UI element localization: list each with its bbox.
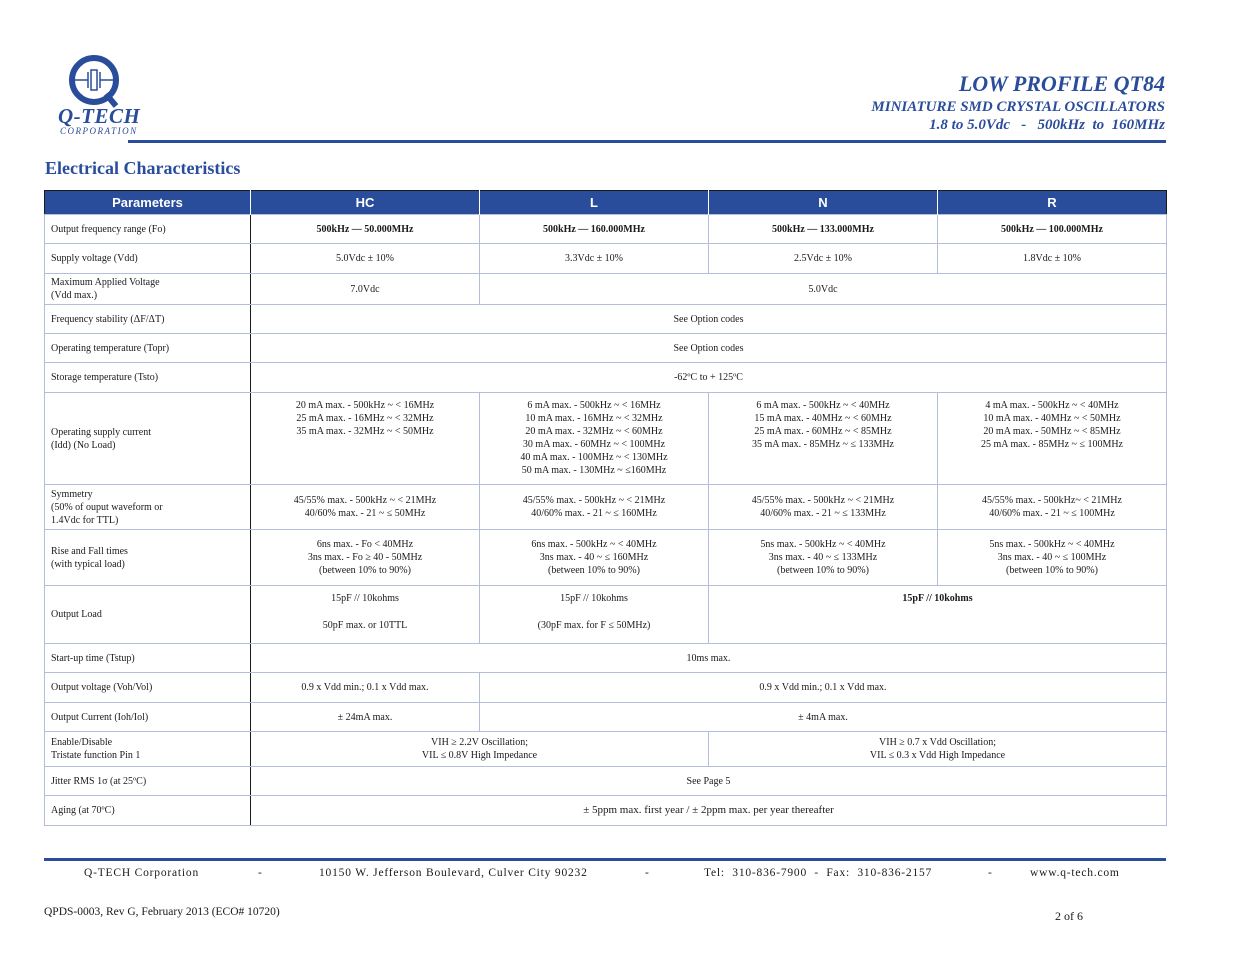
load-main: 15pF // 10kohms xyxy=(331,593,399,604)
footer-separator: - xyxy=(258,867,263,879)
table-cell: ± 24mA max. xyxy=(251,703,480,732)
table-cell: ± 5ppm max. first year / ± 2ppm max. per year thereafter xyxy=(251,796,1167,826)
table-cell: 45/55% max. - 500kHz~ < 21MHz 40/60% max. - 21 ~ ≤ 100MHz xyxy=(938,485,1167,530)
logo-wordmark: Q-TECH xyxy=(58,104,141,128)
table-cell: 15pF // 10kohms xyxy=(709,586,1167,644)
table-cell: 45/55% max. - 500kHz ~ < 21MHz 40/60% max. - 21 ~ ≤ 160MHz xyxy=(480,485,709,530)
table-cell: -62ºC to + 125ºC xyxy=(251,363,1167,393)
table-row xyxy=(45,274,1167,305)
table-cell: 10ms max. xyxy=(251,644,1167,673)
table-cell: 500kHz — 160.000MHz xyxy=(480,215,709,244)
table-row xyxy=(45,732,1167,767)
table-cell: VIH ≥ 2.2V Oscillation; VIL ≤ 0.8V High Impedance xyxy=(251,732,709,767)
row-label: Frequency stability (ΔF/ΔT) xyxy=(45,305,251,334)
table-row xyxy=(45,586,1167,644)
logo-subtitle: CORPORATION xyxy=(60,126,138,136)
table-row xyxy=(45,334,1167,363)
table-cell: 5.0Vdc ± 10% xyxy=(251,244,480,274)
column-header: Parameters xyxy=(45,191,251,215)
load-main: 15pF // 10kohms xyxy=(560,593,628,604)
load-note: (30pF max. for F ≤ 50MHz) xyxy=(537,620,651,631)
footer-address: 10150 W. Jefferson Boulevard, Culver City 90232 xyxy=(319,867,588,879)
footer-website-link[interactable]: www.q-tech.com xyxy=(1030,867,1120,879)
table-cell: 5ns max. - 500kHz ~ < 40MHz 3ns max. - 40 ~ ≤ 133MHz (between 10% to 90%) xyxy=(709,530,938,586)
table-row xyxy=(45,530,1167,586)
table-row xyxy=(45,244,1167,274)
table-row xyxy=(45,644,1167,673)
table-cell: 500kHz — 100.000MHz xyxy=(938,215,1167,244)
table-cell: 6 mA max. - 500kHz ~ < 16MHz 10 mA max. - 16MHz ~ < 32MHz 20 mA max. - 32MHz ~ < 60MHz 30 mA max. - 60MHz ~ < 100MHz 40 mA max. - 100MHz ~ < 130MHz 50 mA max. - 130MHz ~ ≤160MHz xyxy=(480,393,709,485)
table-cell: See Option codes xyxy=(251,334,1167,363)
table-cell: 5ns max. - 500kHz ~ < 40MHz 3ns max. - 40 ~ ≤ 100MHz (between 10% to 90%) xyxy=(938,530,1167,586)
column-header: HC xyxy=(251,191,480,215)
row-label: Start-up time (Tstup) xyxy=(45,644,251,673)
row-label: Output voltage (Voh/Vol) xyxy=(45,673,251,703)
row-label: Enable/Disable Tristate function Pin 1 xyxy=(45,732,251,767)
table-row xyxy=(45,796,1167,826)
table-cell: ± 4mA max. xyxy=(480,703,1167,732)
table-cell: See Page 5 xyxy=(251,767,1167,796)
row-label: Operating temperature (Topr) xyxy=(45,334,251,363)
table-cell: 2.5Vdc ± 10% xyxy=(709,244,938,274)
table-cell: 6 mA max. - 500kHz ~ < 40MHz 15 mA max. - 40MHz ~ < 60MHz 25 mA max. - 60MHz ~ < 85MHz 35 mA max. - 85MHz ~ ≤ 133MHz xyxy=(709,393,938,485)
table-cell: 5.0Vdc xyxy=(480,274,1167,305)
table-cell: 45/55% max. - 500kHz ~ < 21MHz 40/60% max. - 21 ~ ≤ 50MHz xyxy=(251,485,480,530)
table-row xyxy=(45,767,1167,796)
table-cell xyxy=(480,586,709,644)
table-cell: 4 mA max. - 500kHz ~ < 40MHz 10 mA max. - 40MHz ~ < 50MHz 20 mA max. - 50MHz ~ < 85MHz 25 mA max. - 85MHz ~ ≤ 100MHz xyxy=(938,393,1167,485)
row-label: Maximum Applied Voltage (Vdd max.) xyxy=(45,274,251,305)
page-number: 2 of 6 xyxy=(1055,909,1083,923)
page-title: LOW PROFILE QT84 xyxy=(958,71,1165,96)
table-cell: 6ns max. - 500kHz ~ < 40MHz 3ns max. - 40 ~ ≤ 160MHz (between 10% to 90%) xyxy=(480,530,709,586)
footer-separator: - xyxy=(988,867,993,879)
table-row xyxy=(45,673,1167,703)
voltage-frequency-range: 1.8 to 5.0Vdc - 500kHz to 160MHz xyxy=(929,117,1165,133)
table-row xyxy=(45,485,1167,530)
table-row xyxy=(45,215,1167,244)
table-cell xyxy=(251,586,480,644)
table-cell: 0.9 x Vdd min.; 0.1 x Vdd max. xyxy=(251,673,480,703)
table-row xyxy=(45,393,1167,485)
table-cell: 7.0Vdc xyxy=(251,274,480,305)
column-header: L xyxy=(480,191,709,215)
table-row xyxy=(45,363,1167,393)
row-label: Operating supply current (Idd) (No Load) xyxy=(45,393,251,485)
column-header: N xyxy=(709,191,938,215)
footer-phone-fax: Tel: 310-836-7900 - Fax: 310-836-2157 xyxy=(704,867,933,879)
table-header-row xyxy=(45,191,1167,215)
row-label: Aging (at 70ºC) xyxy=(45,796,251,826)
electrical-characteristics-table xyxy=(44,190,1167,826)
row-label: Symmetry (50% of ouput waveform or 1.4Vdc for TTL) xyxy=(45,485,251,530)
row-label: Rise and Fall times (with typical load) xyxy=(45,530,251,586)
table-cell: 0.9 x Vdd min.; 0.1 x Vdd max. xyxy=(480,673,1167,703)
table-cell: 500kHz — 50.000MHz xyxy=(251,215,480,244)
table-cell: VIH ≥ 0.7 x Vdd Oscillation; VIL ≤ 0.3 x Vdd High Impedance xyxy=(709,732,1167,767)
table-cell: 20 mA max. - 500kHz ~ < 16MHz 25 mA max. - 16MHz ~ < 32MHz 35 mA max. - 32MHz ~ < 50MHz xyxy=(251,393,480,485)
row-label: Storage temperature (Tsto) xyxy=(45,363,251,393)
table-cell: 3.3Vdc ± 10% xyxy=(480,244,709,274)
header-title-block xyxy=(871,70,1165,134)
column-header: R xyxy=(938,191,1167,215)
footer-divider xyxy=(44,858,1166,861)
page-subtitle: MINIATURE SMD CRYSTAL OSCILLATORS xyxy=(871,99,1165,115)
table-cell: 6ns max. - Fo < 40MHz 3ns max. - Fo ≥ 40 - 50MHz (between 10% to 90%) xyxy=(251,530,480,586)
header-divider xyxy=(128,140,1166,143)
table-row xyxy=(45,305,1167,334)
document-id: QPDS-0003, Rev G, February 2013 (ECO# 10720) xyxy=(44,906,280,918)
load-note: 50pF max. or 10TTL xyxy=(322,620,408,631)
table-row xyxy=(45,703,1167,732)
section-title: Electrical Characteristics xyxy=(45,158,241,178)
row-label: Output frequency range (Fo) xyxy=(45,215,251,244)
table-cell: 1.8Vdc ± 10% xyxy=(938,244,1167,274)
row-label: Output Current (Ioh/Iol) xyxy=(45,703,251,732)
table-cell: See Option codes xyxy=(251,305,1167,334)
table-cell: 45/55% max. - 500kHz ~ < 21MHz 40/60% max. - 21 ~ ≤ 133MHz xyxy=(709,485,938,530)
table-cell: 500kHz — 133.000MHz xyxy=(709,215,938,244)
footer-separator: - xyxy=(645,867,650,879)
footer-company: Q-TECH Corporation xyxy=(84,867,200,879)
row-label: Jitter RMS 1σ (at 25ºC) xyxy=(45,767,251,796)
row-label: Output Load xyxy=(45,586,251,644)
row-label: Supply voltage (Vdd) xyxy=(45,244,251,274)
